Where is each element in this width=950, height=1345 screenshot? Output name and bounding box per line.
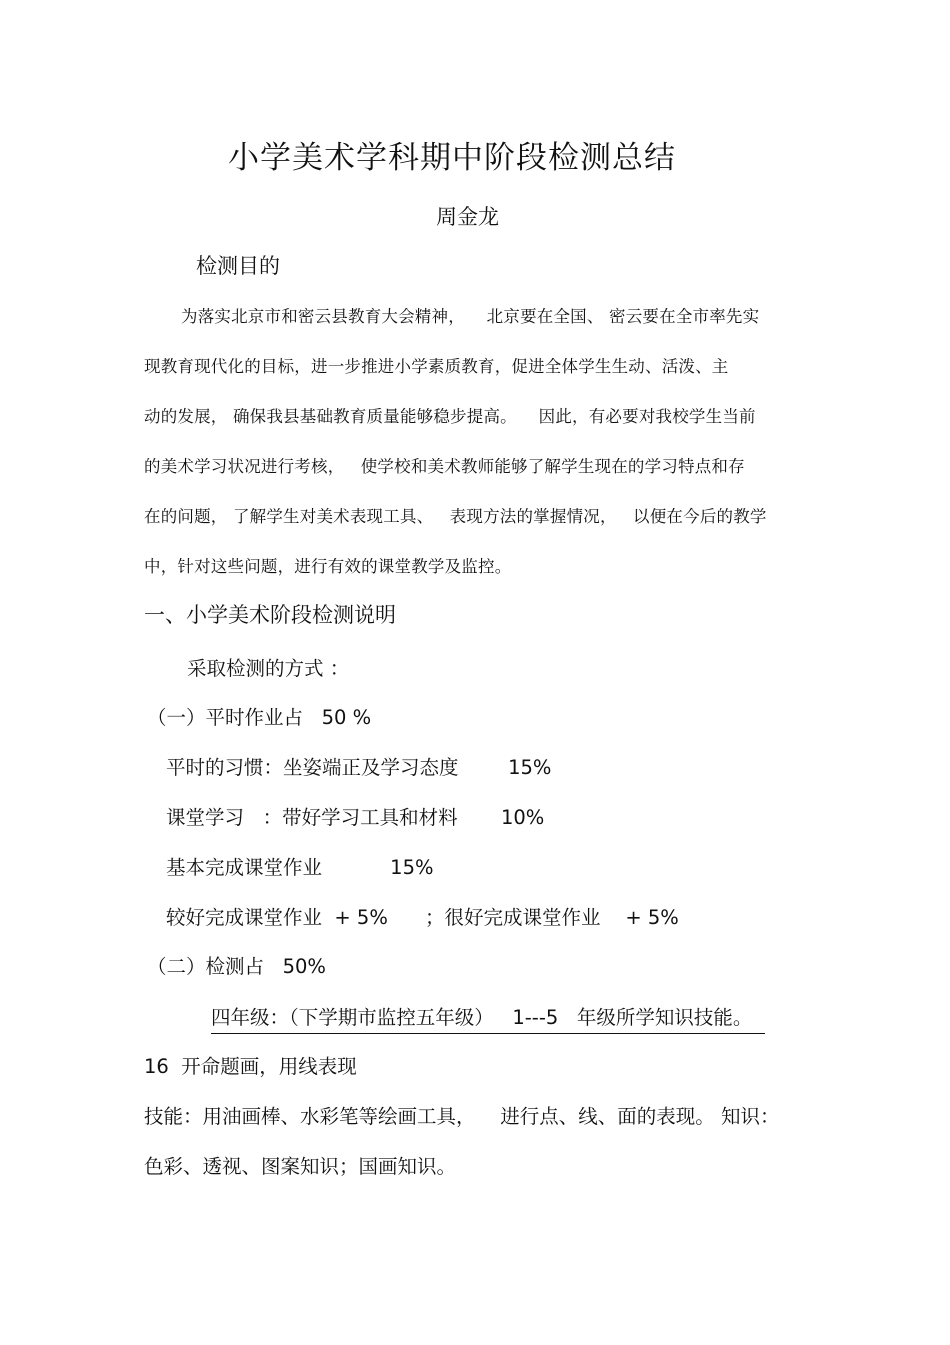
paragraph-line: 中，针对这些问题，进行有效的课堂教学及监控。 xyxy=(144,557,512,576)
skills-line: 技能：用油画棒、水彩笔等绘画工具， 进行点、线、面的表现。 知识： xyxy=(144,1105,780,1128)
skills-line: 色彩、透视、图案知识；国画知识。 xyxy=(144,1155,457,1178)
part1-item: 课堂学习 ：带好学习工具和材料 10% xyxy=(166,806,545,829)
part1-label: （一）平时作业占 50 % xyxy=(147,706,372,729)
paragraph-line: 为落实北京市和密云县教育大会精神， 北京要在全国、 密云要在全市率先实 xyxy=(181,307,760,326)
grade-line: 四年级：（下学期市监控五年级） 1---5 年级所学知识技能。 xyxy=(211,1008,765,1034)
purpose-heading: 检测目的 xyxy=(196,254,280,278)
part1-item: 平时的习惯：坐姿端正及学习态度 15% xyxy=(166,756,552,779)
paragraph-line: 在的问题， 了解学生对美术表现工具、 表现方法的掌握情况， 以便在今后的教学 xyxy=(144,507,767,526)
paragraph-line: 动的发展， 确保我县基础教育质量能够稳步提高。 因此，有必要对我校学生当前 xyxy=(144,407,756,426)
part1-item: 基本完成课堂作业 15% xyxy=(166,856,434,879)
part1-item: 较好完成课堂作业 + 5% ；很好完成课堂作业 + 5% xyxy=(166,906,679,929)
method-label: 采取检测的方式 ： xyxy=(187,657,350,680)
section-heading: 一、小学美术阶段检测说明 xyxy=(144,603,396,627)
author-name: 周金龙 xyxy=(436,205,499,229)
document-title: 小学美术学科期中阶段检测总结 xyxy=(228,140,676,176)
paragraph-line: 现教育现代化的目标，进一步推进小学素质教育，促进全体学生生动、活泼、主 xyxy=(144,357,729,376)
paragraph-line: 的美术学习状况进行考核， 使学校和美术教师能够了解学生现在的学习特点和存 xyxy=(144,457,745,476)
part2-label: （二）检测占 50% xyxy=(147,955,326,978)
item-16-line: 16 开命题画，用线表现 xyxy=(144,1055,357,1078)
